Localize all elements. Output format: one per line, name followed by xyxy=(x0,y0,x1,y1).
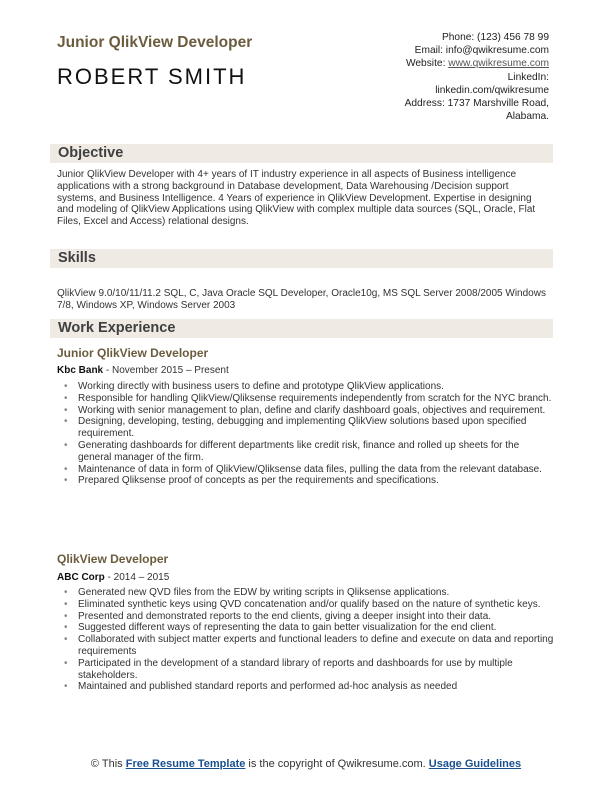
resume-job-title: Junior QlikView Developer xyxy=(57,34,253,51)
contact-linkedin-label: LinkedIn: xyxy=(507,71,549,83)
job-bullet: • Prepared Qliksense proof of concepts as per the requirements and specifications. xyxy=(57,475,555,487)
experience-section-header xyxy=(50,319,553,338)
job-bullet: • Working directly with business users to define and prototype QlikView applications. xyxy=(57,381,555,393)
job-title: Junior QlikView Developer xyxy=(57,346,209,360)
job-bullet: • Designing, developing, testing, debugging and implementing QlikView solutions based upon specified requirement. xyxy=(57,416,555,440)
objective-text: Junior QlikView Developer with 4+ years of IT industry experience in all aspects of Business intelligence applications with a strong background in Database development, Data Warehousing /Decision support systems, and Business Intelligence. 4 Years of experience in QlikView Development. Expertise in designing and modeling of QlikView Applications using QlikView with complex multiple data sources (SQL, Oracle, Flat Files, Excel and Access) relational designs. xyxy=(57,169,536,228)
contact-email: Email: info@qwikresume.com xyxy=(414,45,549,57)
objective-section-header xyxy=(50,144,553,163)
skills-section-header xyxy=(50,249,553,268)
job-bullet: • Maintenance of data in form of QlikView/Qliksense data files, pulling the data from the relevant database. xyxy=(57,464,555,476)
job-bullet: • Generated new QVD files from the EDW by writing scripts in Qliksense applications. xyxy=(57,587,555,599)
job-bullet: • Working with senior management to plan, define and clarify dashboard goals, objectives and requirement. xyxy=(57,405,555,417)
experience-heading: Work Experience xyxy=(58,320,176,336)
contact-address-line1: Address: 1737 Marshville Road, xyxy=(404,98,549,110)
job-bullet: • Suggested different ways of representing the data to gain better visualization for the end client. xyxy=(57,622,555,634)
job-company-line xyxy=(57,572,169,583)
contact-phone: Phone: (123) 456 78 99 xyxy=(441,32,549,43)
job-dates: - November 2015 – Present xyxy=(103,365,229,376)
footer-prefix: © This xyxy=(90,758,126,770)
job-title: QlikView Developer xyxy=(57,552,169,566)
job-bullet-list xyxy=(57,587,555,693)
job-bullet: • Presented and demonstrated reports to the end clients, giving a deeper insight into their data. xyxy=(57,611,555,623)
website-link[interactable]: www.qwikresume.com xyxy=(448,58,549,70)
job-dates: - 2014 – 2015 xyxy=(104,572,170,583)
copyright-footer xyxy=(57,757,555,771)
contact-block xyxy=(299,31,549,123)
contact-linkedin-value: linkedin.com/qwikresume xyxy=(435,84,549,96)
job-company-line xyxy=(57,365,229,376)
contact-website xyxy=(299,57,549,70)
skills-text: QlikView 9.0/10/11/11.2 SQL, C, Java Oracle SQL Developer, Oracle10g, MS SQL Server 2008/2005 Windows 7/8, Windows XP, Windows Server 2003 xyxy=(57,288,546,311)
website-label: Website: xyxy=(405,58,449,70)
job-bullet: • Collaborated with subject matter experts and functional leaders to define and execute on data and reporting requirements xyxy=(57,634,555,658)
contact-address-line2: Alabama. xyxy=(505,111,549,123)
footer-middle: is the copyright of Qwikresume.com. xyxy=(245,758,429,770)
job-bullet: • Participated in the development of a standard library of reports and dashboards for use by multiple stakeholders. xyxy=(57,658,555,682)
job-bullet: • Responsible for handling QlikView/Qliksense requirements independently from scratch for the NYC branch. xyxy=(57,393,555,405)
job-bullet: • Maintained and published standard reports and performed ad-hoc analysis as needed xyxy=(57,681,555,693)
job-bullet: • Generating dashboards for different departments like credit risk, finance and rolled up sheets for the general manager of the firm. xyxy=(57,440,555,464)
candidate-name: ROBERT SMITH xyxy=(57,64,247,89)
job-company: Kbc Bank xyxy=(57,365,104,376)
skills-heading: Skills xyxy=(58,250,96,266)
job-company: ABC Corp xyxy=(57,572,105,583)
free-resume-template-link[interactable]: Free Resume Template xyxy=(125,758,246,770)
job-bullet-list xyxy=(57,381,555,487)
objective-heading: Objective xyxy=(58,145,124,161)
usage-guidelines-link[interactable]: Usage Guidelines xyxy=(428,758,522,770)
job-bullet: • Eliminated synthetic keys using QVD concatenation and/or qualify based on the nature of synthetic keys. xyxy=(57,599,555,611)
